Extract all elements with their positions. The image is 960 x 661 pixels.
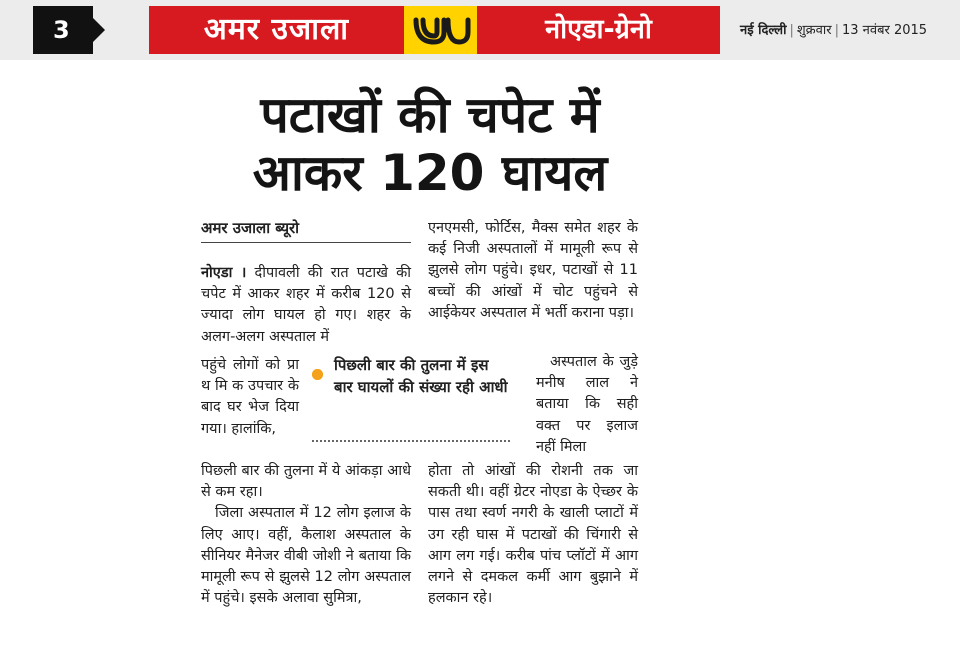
weekday: शुक्रवार xyxy=(796,23,832,38)
byline: अमर उजाला ब्यूरो xyxy=(201,218,411,243)
paragraph-4-end: होता तो आंखों की रोशनी तक जा सकती थी। वहीं ग्रेटर नोएडा के ऐच्छर के पास तथा स्वर्ण नगरी के खाली प्लाटों में उग रही घास में पटाखों की चिंगारी से आग लग गई। करीब पांच प्लॉटों में आग लगने से दमकल कर्मी आग बुझाने में हलकान रहे। xyxy=(428,463,638,607)
paragraph-1: दीपावली की रात पटाखे की चपेट में आकर शहर में करीब 120 से ज्यादा लोग घायल हो गए। शहर के अलग-अलग अस्पताल में xyxy=(201,265,411,345)
column-1-bottom xyxy=(201,461,411,609)
newspaper-logo-icon xyxy=(404,6,477,54)
issue-dateline xyxy=(740,20,945,38)
paragraph-1-wrap: पहुंचे लोगों को प्रा थ मि क उपचार के बाद घर भेज दिया गया। हालांकि, xyxy=(201,357,299,437)
page-number: 3 xyxy=(53,16,70,44)
column-1-wrap xyxy=(201,355,299,440)
pull-quote: पिछली बार की तुलना में इस बार घायलों की संख्या रही आधी xyxy=(334,356,508,396)
column-2-top xyxy=(428,218,638,324)
pull-quote-divider xyxy=(312,440,510,442)
brand-name: अमर उजाला xyxy=(203,12,350,47)
brand-banner xyxy=(149,6,720,54)
column-2-wrap xyxy=(536,352,638,458)
column-2-bottom xyxy=(428,461,638,609)
paragraph-4-wrap: अस्पताल के जुड़े मनीष लाल ने बताया कि सही वक्त पर इलाज नहीं मिला xyxy=(536,354,638,455)
page-number-badge xyxy=(33,6,93,54)
separator: | xyxy=(789,23,794,38)
paragraph-3: एनएमसी, फोर्टिस, मैक्स समेत शहर के कई निजी अस्पतालों में मामूली रूप से झुलसे लोग पहुंचे। इधर, पटाखों से 11 बच्चों की आंखों में चोट पहुंचने से आईकेयर अस्पताल में भर्ती कराना पड़ा। xyxy=(428,220,638,321)
headline-line-1: पटाखों की चपेट में xyxy=(260,86,600,144)
headline-line-2: आकर 120 घायल xyxy=(252,144,608,202)
separator: | xyxy=(834,23,839,38)
edition-name: नोएडा-ग्रेनो xyxy=(545,14,652,45)
column-1-top xyxy=(201,263,411,348)
masthead-bar xyxy=(0,0,960,60)
logo-glyph-icon xyxy=(404,6,477,54)
issue-date: 13 नवंबर 2015 xyxy=(841,23,928,38)
city: नई दिल्ली xyxy=(740,23,787,38)
paragraph-1-end: पिछली बार की तुलना में ये आंकड़ा आधे से कम रहा। xyxy=(201,463,411,501)
paragraph-2: जिला अस्पताल में 12 लोग इलाज के लिए आए। वहीं, कैलाश अस्पताल के सीनियर मैनेजर वीबी जोशी ने बताया कि मामूली रूप से झुलसे 12 लोग अस्पताल में पहुंचे। इसके अलावा सुमित्रा, xyxy=(201,505,411,607)
lead-dateline: नोएडा । xyxy=(201,265,247,281)
article-headline xyxy=(150,86,710,202)
